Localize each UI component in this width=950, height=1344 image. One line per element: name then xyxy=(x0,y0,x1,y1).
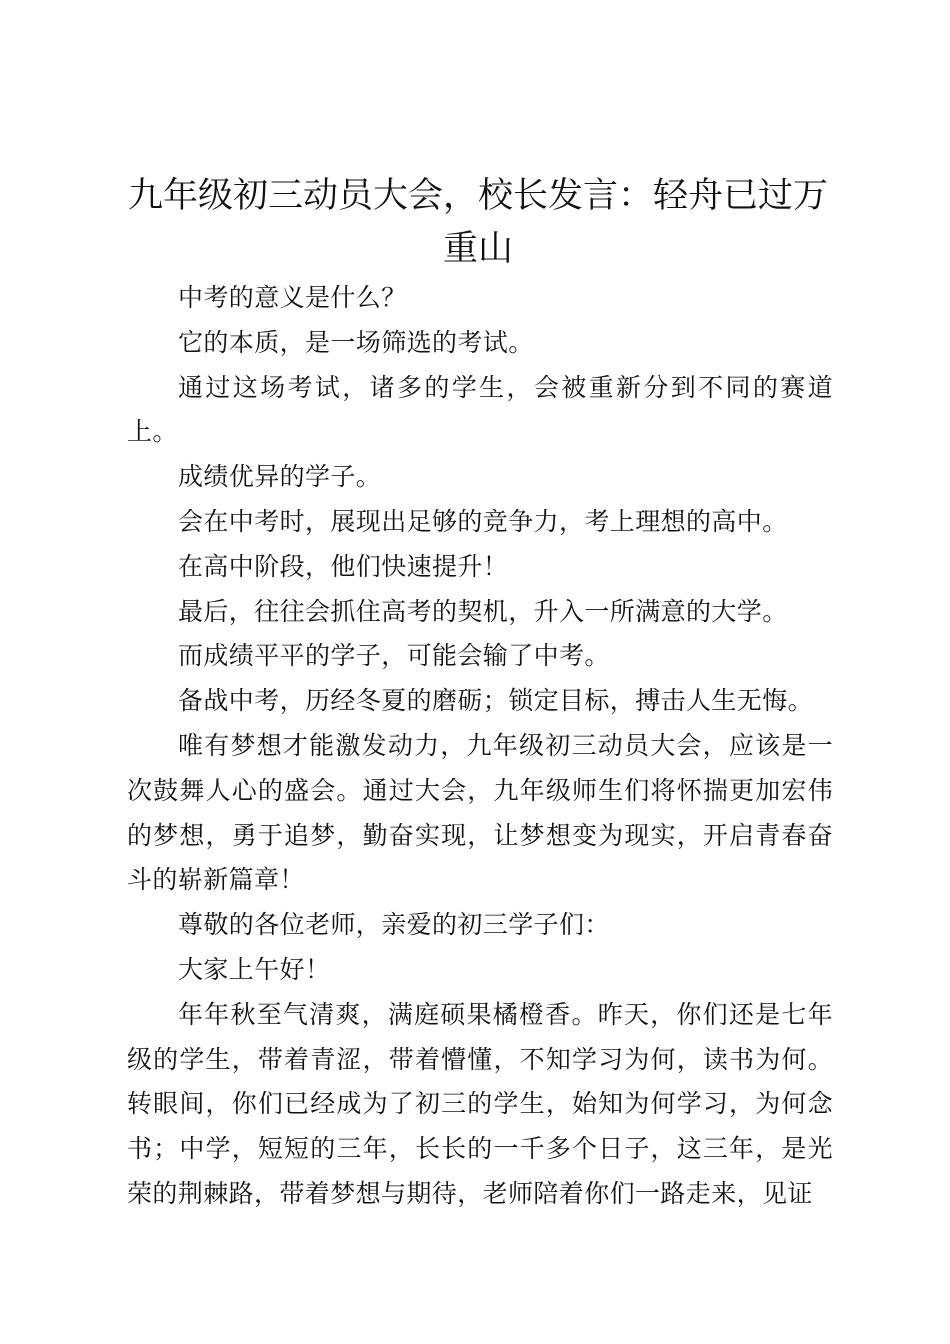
paragraph: 而成绩平平的学子，可能会输了中考。 xyxy=(178,641,610,671)
paragraph: 备战中考，历经冬夏的磨砺；锁定目标，搏击人生无悔。 xyxy=(178,686,814,716)
paragraph: 成绩优异的学子。 xyxy=(178,462,382,492)
paragraph: 大家上午好！ xyxy=(178,954,331,984)
paragraph: 通过这场考试，诸多的学生，会被重新分到不同的赛道上。 xyxy=(127,372,833,447)
paragraph: 会在中考时，展现出足够的竞争力，考上理想的高中。 xyxy=(178,506,788,536)
paragraph: 在高中阶段，他们快速提升！ xyxy=(178,551,509,581)
document-body xyxy=(127,276,833,1217)
document-title: 九年级初三动员大会，校长发言：轻舟已过万重山 xyxy=(127,176,828,269)
paragraph: 中考的意义是什么？ xyxy=(178,283,407,312)
paragraph: 最后，往往会抓住高考的契机，升入一所满意的大学。 xyxy=(178,596,788,626)
paragraph: 唯有梦想才能激发动力，九年级初三动员大会，应该是一次鼓舞人心的盛会。通过大会，九年级师生们将怀揣更加宏伟的梦想，勇于追梦，勤奋实现，让梦想变为现实，开启青春奋斗的崭新篇章！ xyxy=(127,730,833,895)
paragraph: 它的本质，是一场筛选的考试。 xyxy=(178,327,534,357)
paragraph: 尊敬的各位老师，亲爱的初三学子们： xyxy=(178,910,610,940)
paragraph: 年年秋至气清爽，满庭硕果橘橙香。昨天，你们还是七年级的学生，带着青涩，带着懵懂，不知学习为何，读书为何。转眼间，你们已经成为了初三的学生，始知为何学习，为何念书；中学，短短的三年，长长的一千多个日子，这三年，是光荣的荆棘路，带着梦想与期待，老师陪着你们一路走来，见证 xyxy=(127,999,833,1208)
